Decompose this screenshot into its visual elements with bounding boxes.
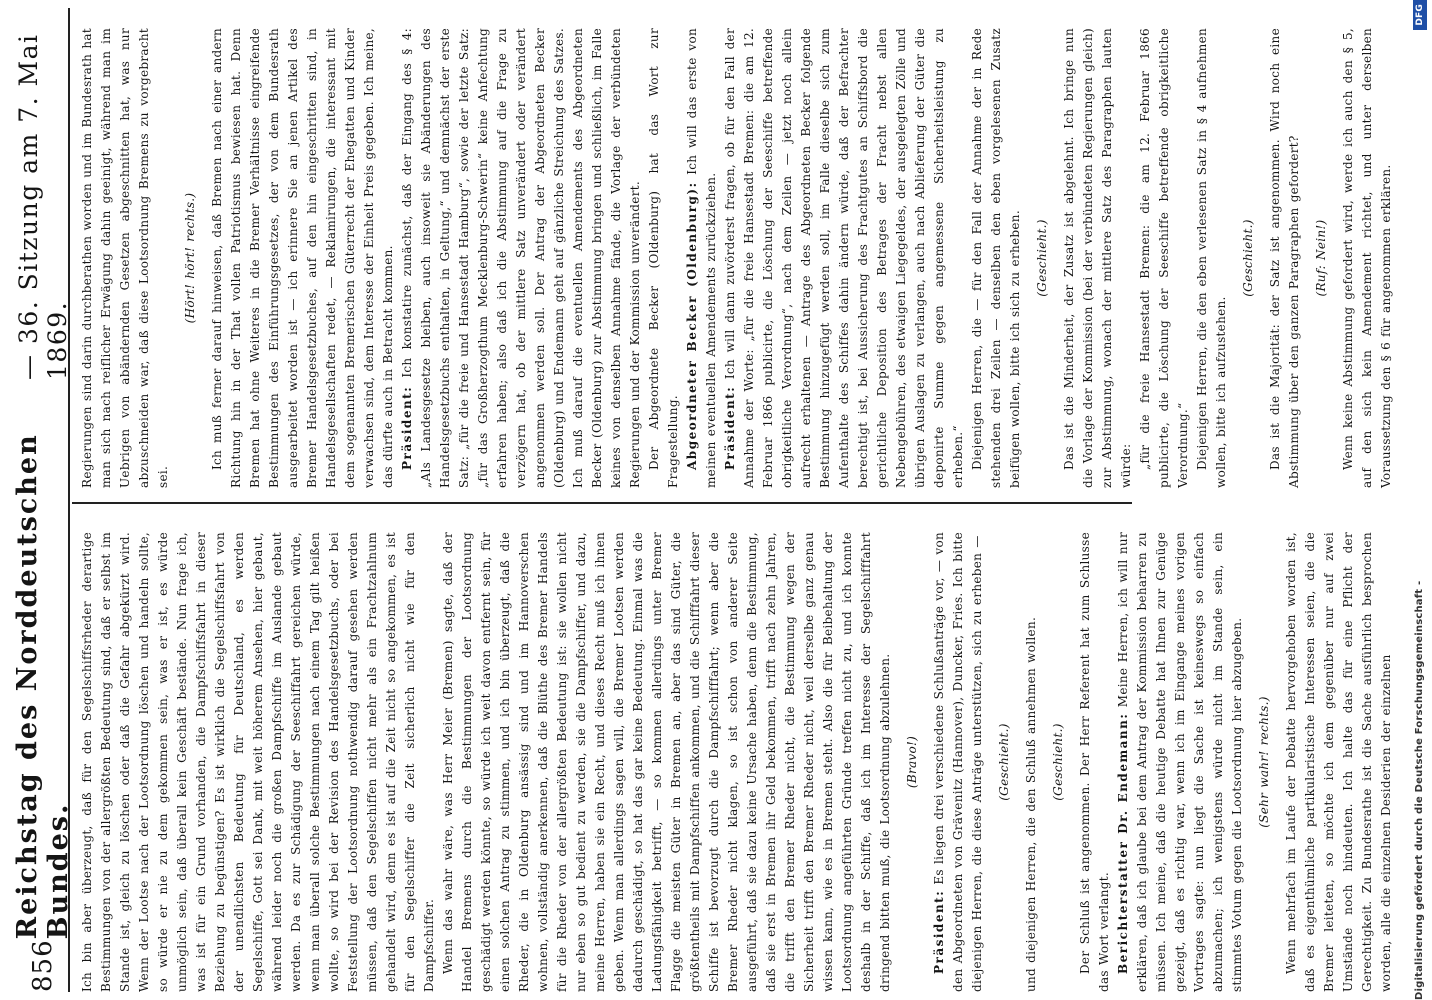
speech-text: Ich will dann zuvörderst fragen, ob für den Fall der Annahme der Worte: „für die freie Hansestadt Bremen: die am 12. Februar 1866 publicirte, die Löschung der Seeschiffe betreffende obrigkeitliche Verordnung“, nach dem Zeilen — jetzt noch allein aufrecht erhaltenen — Antrage des Abgeordneten Becker folgende Bestimmung hinzugefügt werden soll, im Falle dieselbe sich zum Aufenthalte des Schiffes dahin ändern würde, daß der Befrachter berechtigt ist, bei Aussicherung des Frachtgutes an Schiffsbord die gerichtliche Deposition des Betrages der Fracht nebst allen Nebengebühren, des etwaigen Liegegeldes, der ausgelegten Zölle und übrigen Auslagen zu verlangen, auch nach Ablieferung der Güter die deponirte Summe gegen angemessene Sicherheitsleistung zu erheben.“ <box>723 28 965 488</box>
speaker-name: Präsident: <box>400 385 414 470</box>
scan-credit-bar <box>1407 0 1432 1000</box>
paragraph: Das ist die Minderheit, der Zusatz ist abgelehnt. Ich bringe nun die Vorlage der Kommission (bei der verbündeten Regierungen gleich) zur Abstimmung, wonach der mittlere Satz des Paragraphen lauten würde: <box>1062 28 1133 488</box>
speaker-name: Präsident: <box>932 889 946 974</box>
speech-text: Ich will das erste von meinen eventuellen Amendements zurückziehen. <box>685 27 718 488</box>
stage-direction: (Geschieht.) <box>1051 723 1065 801</box>
dfg-logo: DFG <box>1413 0 1427 30</box>
stage-direction: (Geschieht.) <box>1241 219 1255 297</box>
page-content <box>0 8 1432 992</box>
paragraph: Der Abgeordnete Becker (Oldenburg) hat das Wort zur Fragestellung. <box>647 28 680 488</box>
speech-text: Meine Herren, ich will nur erklären, daß ich glaube bei dem Antrag der Kommission beharren zu müssen. Ich meine, daß die heutige Debatte hat Ihnen zur Genüge gezeigt, daß es richtig war, wenn ich im Eingange meines vorigen Vortrages sagte: nun liegt die Sache ist keineswegs so einfach abzumachen; ich wenigstens würde nicht im Stande sein, ein stimmtes Votum gegen die Lootsordnung hier abzugeben. <box>1116 531 1244 992</box>
header-rule <box>68 8 70 992</box>
paragraph <box>721 28 968 488</box>
paragraph: Der Schluß ist angenommen. Der Herr Referent hat zum Schlusse das Wort verlangt. <box>1078 532 1111 992</box>
paragraph <box>398 28 645 488</box>
running-header <box>12 8 74 992</box>
stage-direction: (Sehr wahr! rechts.) <box>1257 696 1271 828</box>
paragraph <box>683 28 721 488</box>
stage-direction: (Bravo!) <box>905 735 919 789</box>
stage-direction: (Geschieht.) <box>1035 219 1049 297</box>
speech-text: Ich konstatire zunächst, daß der Eingang des § 4: „Als Landesgesetze bleiben, auch insoweit sie Abänderungen des Handelsgesetzbuchs enthalten, in Geltung,“ und demnächst der erste Satz: „für die freie und Hansestadt Hamburg“, sowie der letzte Satz: „für das Großherzogthum Mecklenburg-Schwerin“ keine Anfechtung erfahren haben; also daß ich die Abstimmung auf die Frage zu verzögern hat, ob der mittlere Satz unverändert oder verändert angenommen werden soll. Der Antrag der Abgeordneten Becker (Oldenburg) und Endemann geht auf gänzliche Streichung des Satzes. Ich muß darauf die eventuellen Amendements des Abgeordneten Becker (Oldenburg) zur Abstimmung bringen und schließlich, im Falle keines von denselben Annahme fände, die Vorlage der verbündeten Regierungen und der Kommission unverändert. <box>400 28 642 488</box>
column-divider <box>72 502 1132 504</box>
session-title: — 36. Sitzung am 7. Mai 1869. <box>14 33 72 380</box>
paragraph <box>930 532 987 992</box>
paragraph: Diejenigen Herren, die — für den Fall der Annahme der in Rede stehenden drei Zeilen — denselben den eben vorgelesenen Zusatz beifügen wollen, bitte ich sich zu erheben. <box>970 28 1022 488</box>
paragraph: Ich muß ferner darauf hinweisen, daß Bremen nach einer andern Richtung hin in der That vollen Patriotismus bewiesen hat. Denn Bremen hat ohne Weiteres in die Bremer Verhältnisse eingreifende Bestimmungen des Einführungsgesetzes, der von dem Bundesrath ausgearbeitet worden ist — ich erinnere Sie an jenen Artikel des Bremer Handelsgesetzbuches, auf den hin eingeschritten sind, in Handelsgesellschaften redet, — Reklamirungen, die interessant mit dem sogenannten Bremerischen Güterrecht der Ehegatten und Kinder verwachsen sind, dem Interesse der Einheit Preis gegeben. Ich meine, das dürfte auch in Betracht kommen. <box>210 28 395 488</box>
stage-direction: (Hört! hört! rechts.) <box>183 192 197 324</box>
stage-direction: (Geschieht.) <box>997 723 1011 801</box>
running-title: Reichstag des Norddeutschen Bundes. <box>12 433 74 940</box>
left-column <box>78 532 1396 992</box>
paragraph: Regierungen sind darin durchberathen worden und im Bundesrath hat man sich nach reiflicher Erwägung dahin geeinigt, während man im Uebrigen von abändernden Gesetzen abgeschnitten hat, was nur abzuschneiden war, daß diese Lootsordnung Bremens zu vorgebracht sei. <box>80 28 170 488</box>
speaker-name: Berichterstatter Dr. Endemann: <box>1116 712 1130 974</box>
paragraph: Diejenigen Herren, die den eben verlesenen Satz in § 4 aufnehmen wollen, bitte ich aufzustehen. <box>1195 28 1228 488</box>
scan-credit-text: Digitalisierung gefördert durch die Deutsche Forschungsgemeinschaft - <box>1414 580 1425 1000</box>
speaker-name: Präsident: <box>723 385 737 470</box>
paragraph: Wenn das wahr wäre, was Herr Meier (Bremen) sagte, daß der Handel Bremens durch die Bestimmungen der Lootsordnung geschädigt werden könnte, so würde ich weit davon entfernt sein, für einen solchen Antrag zu stimmen, und ich bin überzeugt, daß die Rheder, die in Oldenburg ansässig sind und im Hannoverschen wohnen, vollständig anerkennen, daß die Blüthe des Bremer Handels für die Rheder von der allergrößten Bedeutung ist: sie wollen nicht nur eben so gut bedient zu werden, sie die Dampfschiffer, und dazu, meine Herren, haben sie ein Recht, und dieses Recht muß ich ihnen geben. Wenn man allerdings sagen will, die Bremer Lootsen werden dadurch geschädigt, so hat das gar keine Bedeutung. Einmal was die Ladungsfähigkeit betrifft, — so kommen allerdings unter Bremer Flagge die meisten Güter in Bremen an, aber das sind Güter, die größtentheils mit Dampfschiffen ankommen, und die Schifffahrt dieser Schiffe ist bevorzugt durch die Dampfschifffahrt; wenn aber die Bremer Rheder nicht klagen, so ist schon von anderer Seite ausgeführt, daß sie dazu keine Ursache haben, denn die Bestimmung, daß sie erst in Bremen ihr Geld bekommen, trifft nach zehn Jahren, die trifft den Bremer Rheder nicht, die Bestimmung wegen der Sicherheit trifft den Bremer Rheder nicht, weil derselbe ganz genau wissen kann, wie es in Bremen steht. Also die für Beibehaltung der Lootsordnung angeführten Gründe treffen nicht zu, und ich konnte deshalb in der Schiffe, daß ich im Interesse der Segelschifffahrt dringend bitten muß, die Lootsordnung abzulehnen. <box>441 532 892 992</box>
page-number: 856 <box>28 939 58 992</box>
paragraph: Ich bin aber überzeugt, daß für den Segelschiffsrheder derartige Bestimmungen von der allergrößten Bedeutung sind, daß er selbst im Stande ist, gleich zu löschen oder daß die Gefahr abgekürzt wird. Wenn der Lootse nach der Lootsordnung löschen und handeln sollte, so würde er nie zu dem gekommen sein, was er ist, es würde unmöglich sein, daß überall kein Geschäft bestände. Nun frage ich, was ist für ein Grund vorhanden, die Dampfschiffsfahrt in dieser Beziehung zu begünstigen? Es ist wirklich die Segelschiffsfahrt von der unendlichsten Bedeutung für Deutschland, es werden Segelschiffe, Gott sei Dank, mit weit höherem Ansehen, hier gebaut, während leider noch die großen Dampfschiffe im Auslande gebaut werden. Da es zur Schädigung der Seeschiffahrt gereichen würde, wenn man überall solche Bestimmungen nach einem Tag gilt heißen wollte, so wird bei der Revision des Handelsgesetzbuchs, oder bei Feststellung der Lootsordnung nothwendig darauf gesehen werden müssen, daß den Segelschiffen nicht mehr als ein Frachtzahlnum gehandelt wird, denn es ist auf die Zeit nicht so angekommen, es ist für den Segelschiffer die Zeit sicherlich nicht wie für den Dampfschiffer. <box>80 532 436 992</box>
right-column <box>78 28 1396 488</box>
paragraph: Wenn keine Abstimmung gefordert wird, werde ich auch den § 5, auf den sich kein Amendement richtet, und unter derselben Voraussetzung den § 6 für angenommen erklären. <box>1341 28 1393 488</box>
paragraph: und diejenigen Herren, die den Schluß annehmen wollen. <box>1024 616 1038 992</box>
paragraph <box>1114 532 1247 992</box>
paragraph: „für die freie Hansestadt Bremen: die am 12. Februar 1866 publicirte, die Löschung der Seeschiffe betreffende obrigkeitliche Verordnung.“ <box>1138 28 1190 488</box>
stage-direction: (Ruf: Nein!) <box>1314 219 1328 297</box>
speaker-name: Abgeordneter Becker (Oldenburg): <box>685 181 699 470</box>
paragraph: Wenn mehrfach im Laufe der Debatte hervorgehoben worden ist, daß es eigenthümliche partikularistische Interessen seien, die die Bremer leiteten, so möchte ich dem gegenüber nur auf zwei Umstände noch hindeuten. Ich halte das für eine Pflicht der Gerechtigkeit. Zu Bundesrathe ist die Sache ausführlich besprochen worden, alle die einzelnen Desiderien der einzelnen <box>1284 532 1393 992</box>
speech-text: Es liegen drei verschiedene Schlußanträge vor, — von den Abgeordneten von Grävenitz (Hannover), Duncker, Fries. Ich bitte diejenigen Herren, die diese Anträge unterstützen, sich zu erheben — <box>932 532 984 992</box>
paragraph: Das ist die Majorität: der Satz ist angenommen. Wird noch eine Abstimmung über den ganzen Paragraphen gefordert? <box>1268 28 1301 488</box>
